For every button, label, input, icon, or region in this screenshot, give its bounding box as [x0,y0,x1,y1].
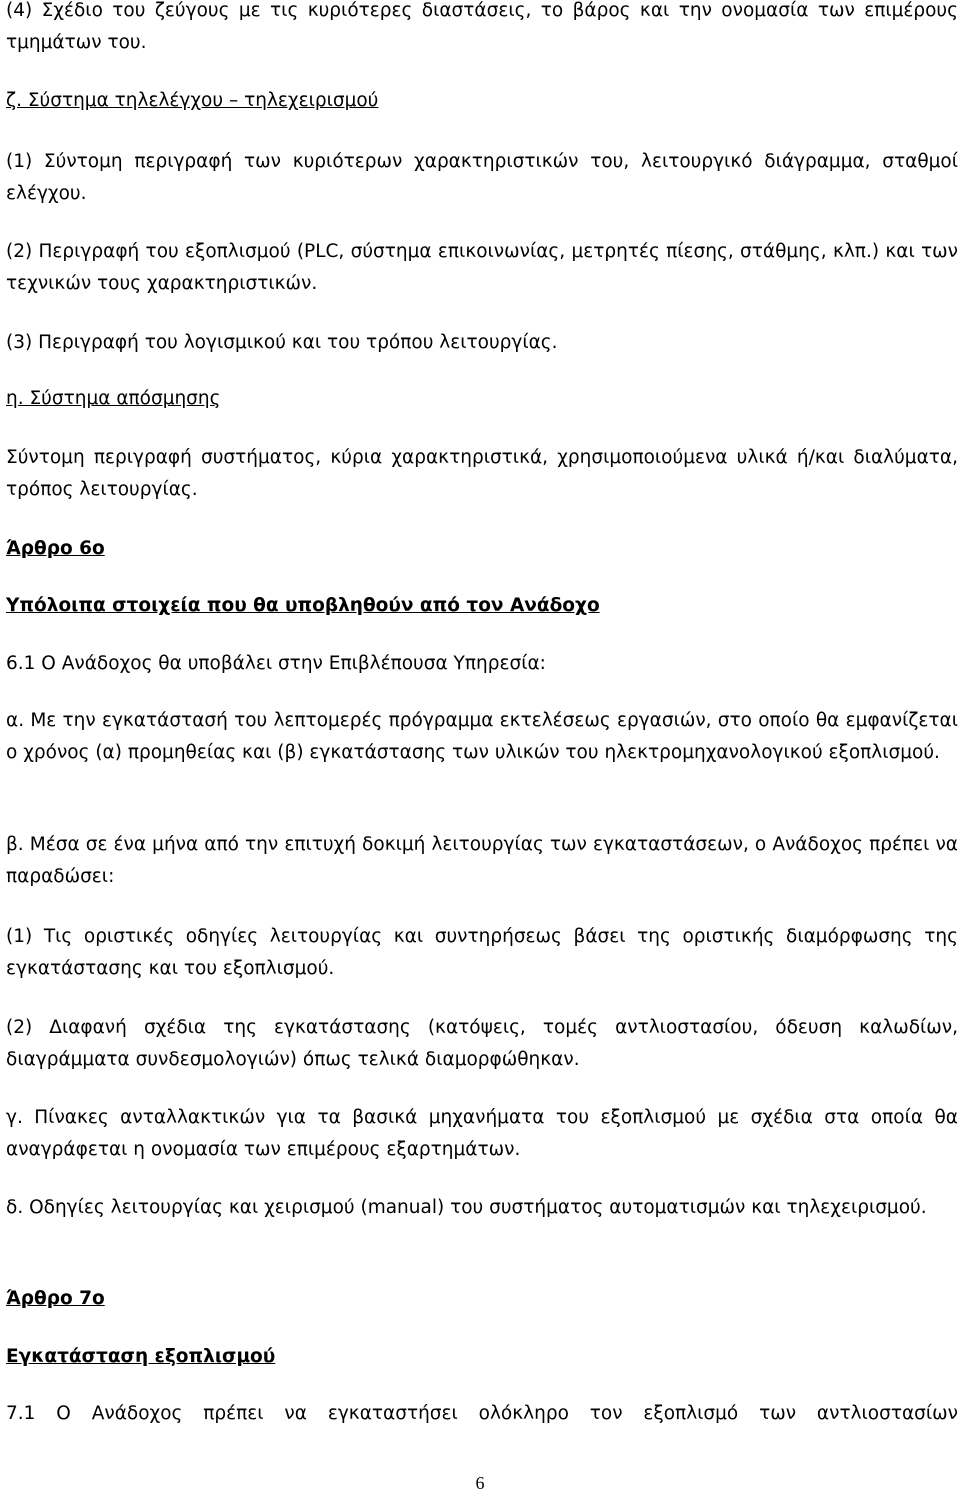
paragraph-item-alpha: α. Με την εγκατάστασή του λεπτομερές πρόγραμμα εκτελέσεως εργασιών, στο οποίο θα εμφανίζεται ο χρόνος (α) προμηθείας και (β) εγκατάστασης των υλικών του ηλεκτρομηχανολογικού εξοπλισμού. [6,710,958,763]
paragraph-6-1: 6.1 Ο Ανάδοχος θα υποβάλει στην Επιβλέπουσα Υπηρεσία: [6,653,546,674]
page-number: 6 [475,1473,485,1493]
paragraph-final-instructions: (1) Τις οριστικές οδηγίες λειτουργίας και συντηρήσεως βάσει της οριστικής διαμόρφωσης της εγκατάστασης και του εξοπλισμού. [6,926,958,979]
paragraph-transparent-drawings: (2) Διαφανή σχέδια της εγκατάστασης (κατόψεις, τομές αντλιοστασίου, όδευση καλωδίων, διαγράμματα συνδεσμολογιών) όπως τελικά διαμορφώθηκαν. [6,1017,958,1070]
paragraph-equipment-description: (2) Περιγραφή του εξοπλισμού (PLC, σύστημα επικοινωνίας, μετρητές πίεσης, στάθμης, κλπ.) και των τεχνικών τους χαρακτηριστικών. [6,241,958,294]
paragraph-item-delta: δ. Οδηγίες λειτουργίας και χειρισμού (manual) του συστήματος αυτοματισμών και τηλεχειρισμού. [6,1197,927,1218]
paragraph-item-gamma: γ. Πίνακες ανταλλακτικών για τα βασικά μηχανήματα του εξοπλισμού με σχέδια στα οποία θα αναγράφεται η ονομασία των επιμέρους εξαρτημάτων. [6,1107,958,1160]
article-heading-6: Άρθρο 6ο [6,538,105,559]
article-title-7: Εγκατάσταση εξοπλισμού [6,1346,276,1367]
paragraph-deodorization-summary: Σύντομη περιγραφή συστήματος, κύρια χαρακτηριστικά, χρησιμοποιούμενα υλικά ή/και διαλύματα, τρόπος λειτουργίας. [6,447,958,500]
paragraph-software-description: (3) Περιγραφή του λογισμικού και του τρόπου λειτουργίας. [6,332,558,353]
paragraph-telecontrol-summary: (1) Σύντομη περιγραφή των κυριότερων χαρακτηριστικών του, λειτουργικό διάγραμμα, σταθμοί ελέγχου. [6,151,958,204]
paragraph-7-1: 7.1 Ο Ανάδοχος πρέπει να εγκαταστήσει ολόκληρο τον εξοπλισμό των αντλιοστασίων [6,1403,958,1424]
article-title-6: Υπόλοιπα στοιχεία που θα υποβληθούν από τον Ανάδοχο [6,595,600,616]
paragraph-ship-drawing: (4) Σχέδιο του ζεύγους με τις κυριότερες διαστάσεις, το βάρος και την ονομασία των επιμέρους τμημάτων του. [6,0,958,53]
paragraph-item-beta: β. Μέσα σε ένα μήνα από την επιτυχή δοκιμή λειτουργίας των εγκαταστάσεων, ο Ανάδοχος πρέπει να παραδώσει: [6,834,958,887]
article-heading-7: Άρθρο 7ο [6,1288,105,1309]
section-heading-deodorization: η. Σύστημα απόσμησης [6,388,221,409]
section-heading-telecontrol: ζ. Σύστημα τηλελέγχου – τηλεχειρισμού [6,90,379,111]
